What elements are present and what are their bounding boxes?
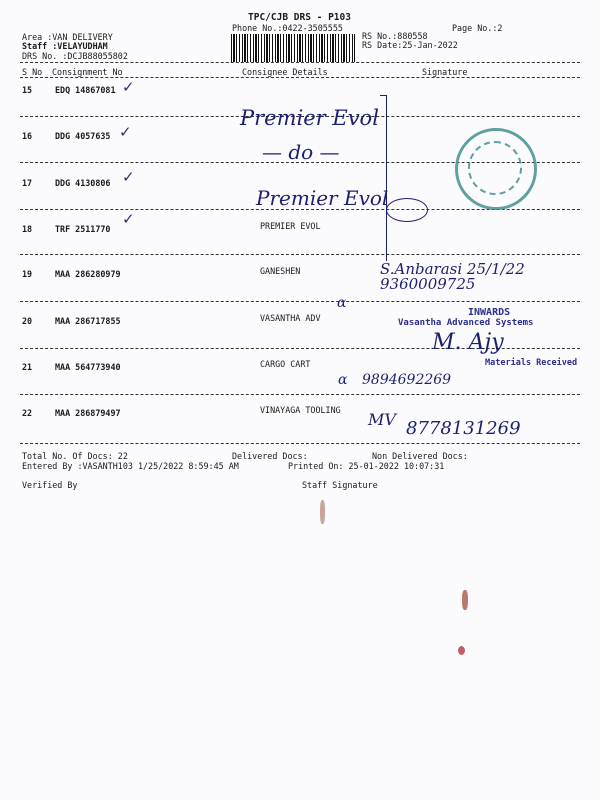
row-consignee: VASANTHA ADV	[260, 313, 321, 323]
barcode	[231, 34, 355, 62]
row-sno: 15	[22, 85, 33, 95]
stain-mark	[462, 590, 468, 610]
handwritten-mark: α	[337, 295, 347, 311]
row-consignment: MAA 564773940	[55, 362, 121, 372]
row-consignment: MAA 286717855	[55, 316, 121, 326]
handwritten-signature: Premier Evol	[240, 106, 379, 130]
handwritten-signature: — do —	[262, 140, 340, 164]
check-mark-icon: ✓	[122, 210, 135, 228]
stamp-material-received: Materials Received	[485, 358, 578, 368]
row-consignment: DDG 4057635	[55, 131, 111, 141]
row-consignee: VINAYAGA TOOLING	[260, 405, 341, 415]
row-sno: 19	[22, 269, 33, 279]
rs-date: RS Date:25-Jan-2022	[362, 40, 458, 50]
row-consignment: MAA 286280979	[55, 269, 121, 279]
row-consignment: EDQ 14867081	[55, 85, 116, 95]
row-consignment: TRF 2511770	[55, 224, 111, 234]
entered-by: Entered By :VASANTH103 1/25/2022 8:59:45 AM	[22, 461, 239, 471]
row-consignee: PREMIER EVOL	[260, 221, 321, 231]
bracket-mark	[380, 95, 387, 261]
row-sno: 17	[22, 178, 33, 188]
printed-on: Printed On: 25-01-2022 10:07:31	[288, 461, 445, 471]
row-sno: 16	[22, 131, 33, 141]
delivered-docs: Delivered Docs:	[232, 451, 308, 461]
row-consignment: MAA 286879497	[55, 408, 121, 418]
round-seal	[455, 128, 537, 210]
stain-mark	[320, 500, 325, 524]
handwritten-signature: 9894692269	[362, 372, 452, 388]
rs-number: RS No.:880558	[362, 31, 428, 41]
row-divider	[20, 254, 580, 255]
column-signature: Signature	[422, 67, 468, 77]
row-consignee: GANESHEN	[260, 266, 301, 276]
column-consignment: Consignment No	[52, 67, 123, 77]
stamp-inwards: INWARDS	[468, 307, 511, 318]
handwritten-signature: S.Anbarasi 25/1/22 9360009725	[380, 260, 525, 293]
non-delivered-docs: Non Delivered Docs:	[372, 451, 468, 461]
stamp-company: Vasantha Advanced Systems	[398, 318, 534, 328]
row-divider	[20, 301, 580, 302]
document-title: TPC/CJB DRS - P103	[248, 12, 351, 23]
phone-number: Phone No.:0422-3505555	[232, 23, 343, 33]
row-divider	[20, 443, 580, 444]
scribble-circle	[386, 198, 428, 222]
staff-label: Staff :VELAYUDHAM	[22, 41, 108, 51]
row-sno: 22	[22, 408, 33, 418]
area-label: Area :VAN DELIVERY	[22, 32, 113, 42]
handwritten-signature: 8778131269	[406, 418, 521, 439]
company-stamp	[398, 307, 568, 328]
handwritten-initials: M. Ajy	[432, 330, 504, 355]
row-consignment: DDG 4130806	[55, 178, 111, 188]
divider	[20, 77, 580, 78]
handwritten-mark: α	[338, 372, 348, 388]
staff-signature: Staff Signature	[302, 480, 378, 490]
check-mark-icon: ✓	[119, 123, 132, 141]
handwritten-signature: Premier Evol	[256, 186, 389, 210]
row-sno: 21	[22, 362, 33, 372]
stain-mark	[458, 646, 465, 655]
column-consignee: Consignee Details	[242, 67, 328, 77]
verified-by: Verified By	[22, 480, 78, 490]
row-sno: 20	[22, 316, 33, 326]
check-mark-icon: ✓	[122, 78, 135, 96]
total-docs: Total No. Of Docs: 22	[22, 451, 128, 461]
handwritten-initials: MV	[368, 410, 396, 429]
drs-number: DRS No. :DCJB88055802	[22, 51, 128, 61]
divider	[20, 62, 580, 63]
column-sno: S No	[22, 67, 43, 77]
row-divider	[20, 394, 580, 395]
check-mark-icon: ✓	[122, 168, 135, 186]
page-number: Page No.:2	[452, 23, 503, 33]
row-sno: 18	[22, 224, 33, 234]
row-consignee: CARGO CART	[260, 359, 311, 369]
